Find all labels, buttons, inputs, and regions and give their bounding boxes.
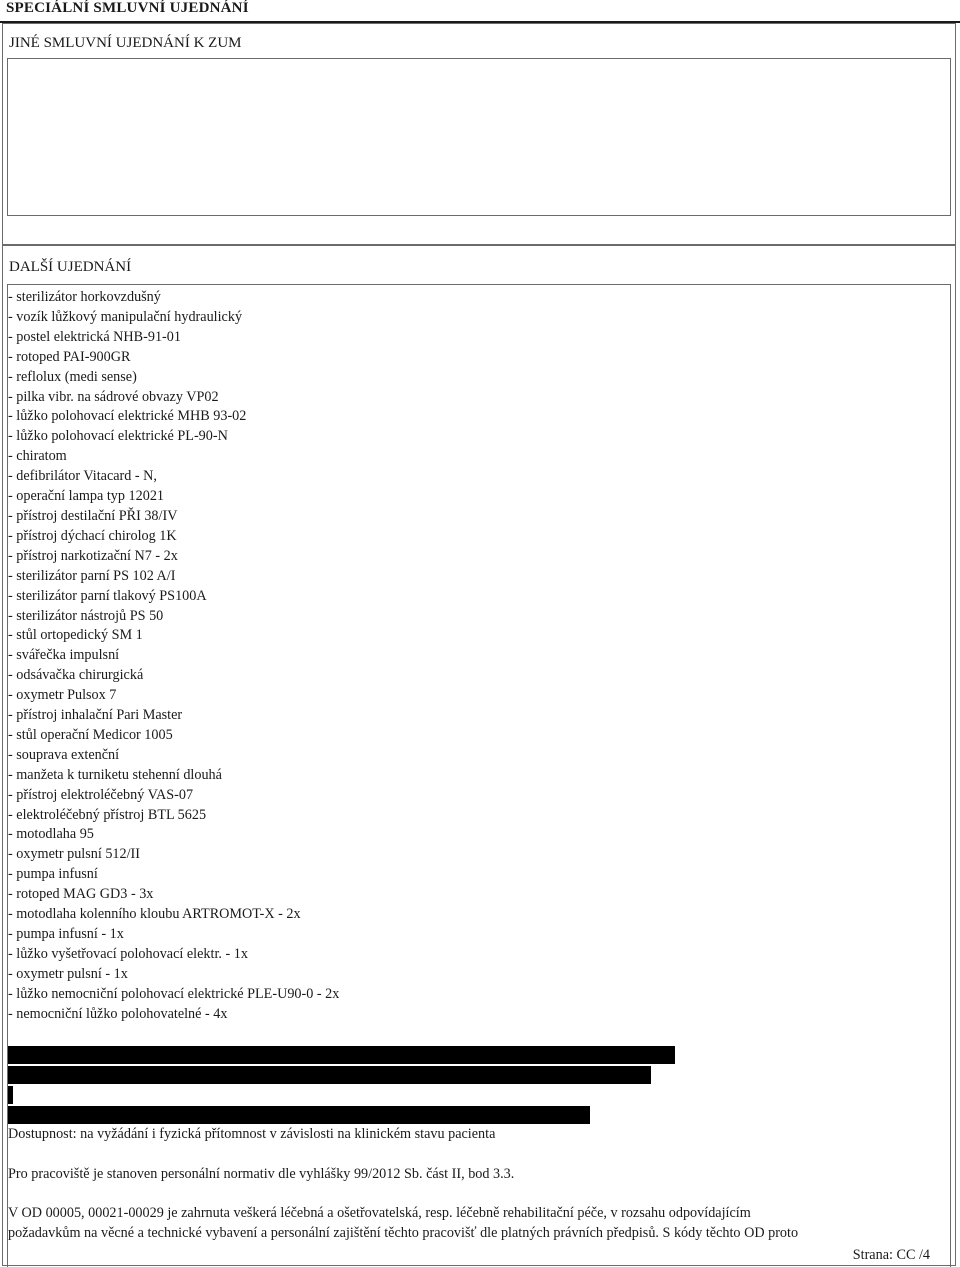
list-item: - lůžko polohovací elektrické PL-90-N: [8, 428, 228, 445]
list-item: - rotoped PAI-900GR: [8, 348, 131, 365]
list-item: - manžeta k turniketu stehenní dlouhá: [8, 766, 222, 783]
list-item: - oxymetr pulsní 512/II: [8, 846, 141, 863]
list-item: - motodlaha 95: [8, 826, 94, 843]
care-scope-paragraph: [8, 1203, 943, 1243]
list-item: - sterilizátor parní tlakový PS100A: [8, 587, 207, 604]
page-number: Strana: CC /4: [852, 1247, 930, 1263]
section-title: SPECIÁLNÍ SMLUVNÍ UJEDNÁNÍ: [6, 0, 249, 16]
list-item: - lůžko polohovací elektrické MHB 93-02: [8, 408, 247, 425]
list-item: - přístroj destilační PŘI 38/IV: [8, 507, 178, 524]
list-item: - nemocniční lůžko polohovatelné - 4x: [8, 1005, 228, 1022]
list-item: - odsávačka chirurgická: [8, 667, 144, 684]
list-item: - přístroj dýchací chirolog 1K: [8, 527, 177, 544]
list-item: - vozík lůžkový manipulační hydraulický: [8, 308, 243, 325]
list-item: - přístroj inhalační Pari Master: [8, 707, 183, 724]
equipment-list: [8, 288, 339, 1025]
list-item: - reflolux (medi sense): [8, 368, 137, 385]
list-item: - sterilizátor parní PS 102 A/I: [8, 567, 176, 584]
other-agreements-content-area: [7, 58, 951, 216]
list-item: - defibrilátor Vitacard - N,: [8, 468, 157, 485]
list-item: - elektroléčebný přístroj BTL 5625: [8, 806, 207, 823]
list-item: - sterilizátor horkovzdušný: [8, 289, 161, 305]
list-item: - pumpa infusní: [8, 866, 98, 883]
further-agreements-heading: DALŠÍ UJEDNÁNÍ: [9, 259, 132, 275]
list-item: - oxymetr Pulsox 7: [8, 687, 117, 704]
redaction-bar: [8, 1106, 590, 1124]
list-item: - svářečka impulsní: [8, 647, 120, 664]
list-item: - lůžko vyšetřovací polohovací elektr. - 1x: [8, 945, 248, 962]
other-agreements-heading: JINÉ SMLUVNÍ UJEDNÁNÍ K ZUM: [9, 35, 242, 51]
list-item: - chiratom: [8, 448, 67, 465]
list-item: - stůl ortopedický SM 1: [8, 627, 143, 644]
list-item: - sterilizátor nástrojů PS 50: [8, 607, 164, 624]
list-item: - pilka vibr. na sádrové obvazy VP02: [8, 388, 219, 405]
redaction-bar: [8, 1046, 675, 1064]
list-item: - stůl operační Medicor 1005: [8, 726, 173, 743]
list-item: - souprava extenční: [8, 746, 120, 763]
availability-text: Dostupnost: na vyžádání i fyzická přítomnost v závislosti na klinickém stavu pacienta: [8, 1126, 496, 1142]
list-item: - pumpa infusní - 1x: [8, 926, 124, 942]
list-item: - motodlaha kolenního kloubu ARTROMOT-X - 2x: [8, 906, 301, 923]
paragraph-line: požadavkům na věcné a technické vybavení a personální zajištění těchto pracovišť dle platných právních předpisů. S kódy těchto OD proto: [8, 1225, 799, 1241]
list-item: - postel elektrická NHB-91-01: [8, 328, 181, 345]
list-item: - přístroj narkotizační N7 - 2x: [8, 547, 178, 564]
list-item: - lůžko nemocniční polohovací elektrické PLE-U90-0 - 2x: [8, 985, 340, 1002]
list-item: - přístroj elektroléčebný VAS-07: [8, 786, 194, 803]
list-item: - operační lampa typ 12021: [8, 488, 165, 505]
redaction-bar: [8, 1086, 13, 1104]
staffing-text: Pro pracoviště je stanoven personální normativ dle vyhlášky 99/2012 Sb. část II, bod 3.3.: [8, 1166, 515, 1182]
other-agreements-box: [2, 23, 956, 245]
list-item: - rotoped MAG GD3 - 3x: [8, 886, 154, 903]
redaction-bar: [8, 1066, 651, 1084]
list-item: - oxymetr pulsní - 1x: [8, 965, 128, 982]
paragraph-line: V OD 00005, 00021-00029 je zahrnuta veškerá léčebná a ošetřovatelská, resp. léčebně rehabilitační péče, v rozsahu odpovídajícím: [8, 1205, 751, 1221]
